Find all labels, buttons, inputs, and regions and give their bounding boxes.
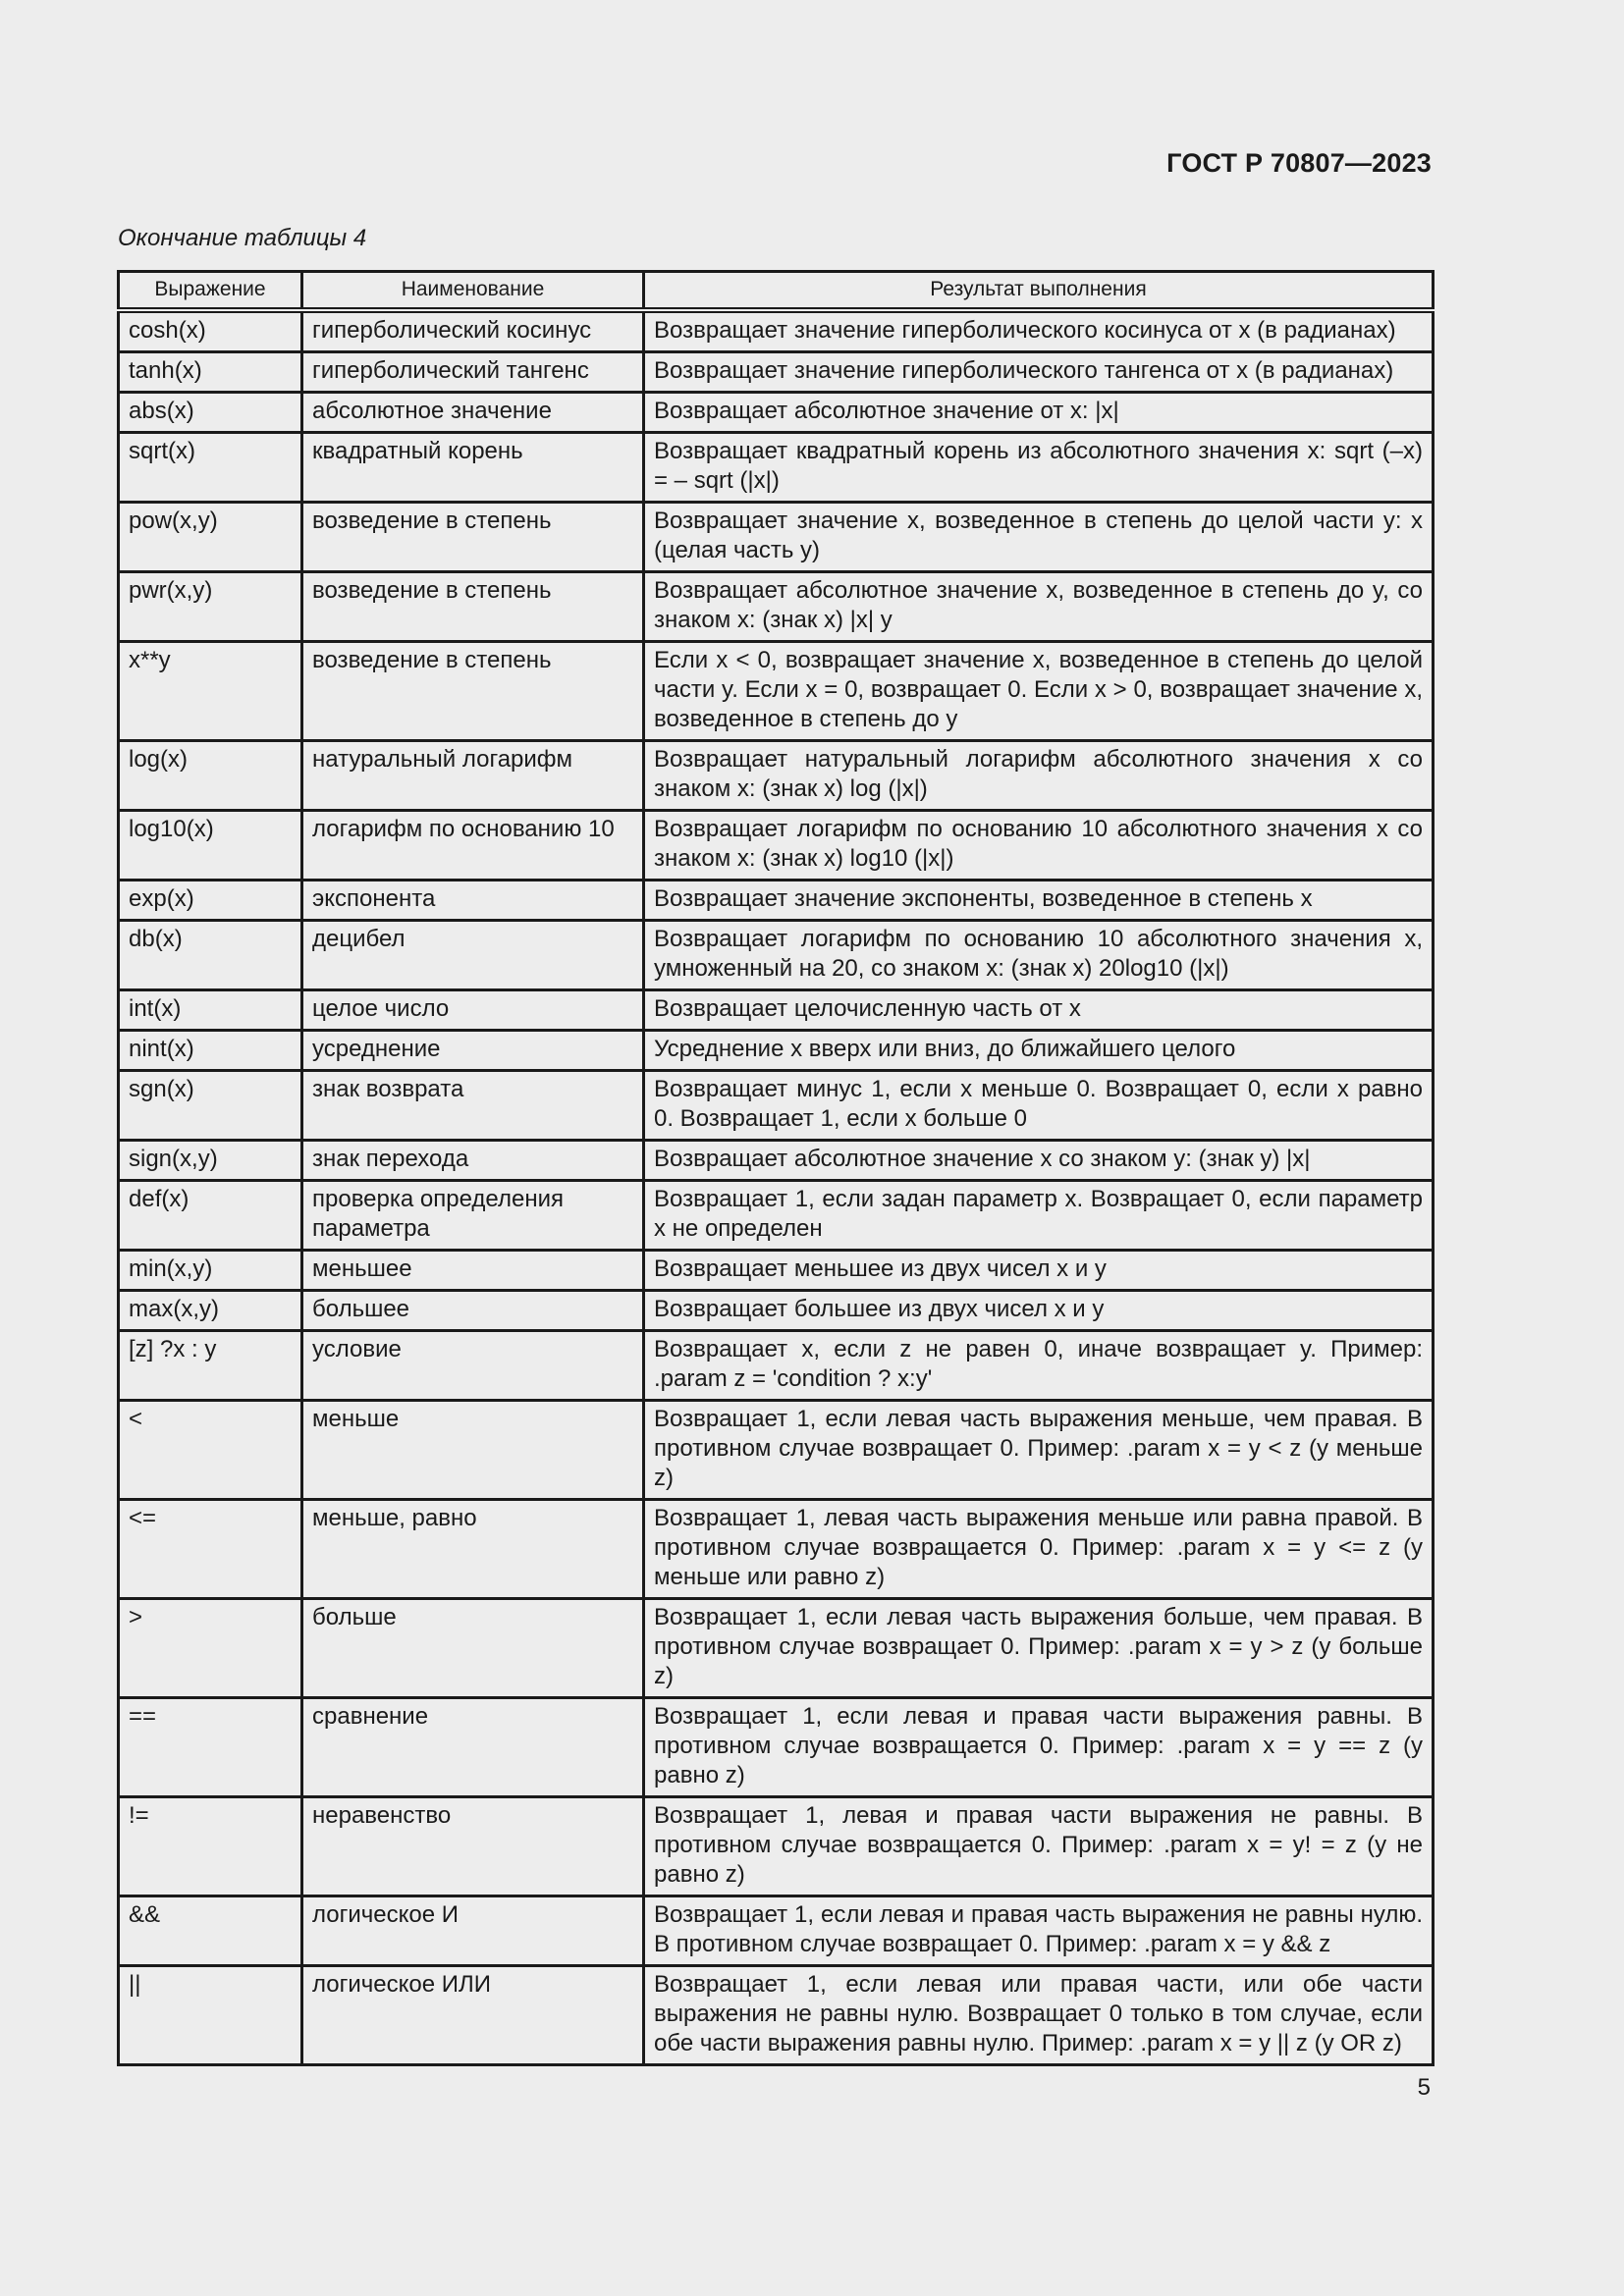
cell-name: гиперболический косинус — [302, 310, 644, 352]
cell-name: квадратный корень — [302, 433, 644, 503]
table-caption: Окончание таблицы 4 — [118, 225, 367, 251]
cell-expression: abs(x) — [119, 393, 302, 433]
cell-name: децибел — [302, 921, 644, 990]
cell-expression: tanh(x) — [119, 352, 302, 393]
table-header-row — [119, 272, 1434, 311]
cell-expression: sign(x,y) — [119, 1141, 302, 1181]
cell-result: Усреднение x вверх или вниз, до ближайшего целого — [644, 1031, 1434, 1071]
cell-expression: != — [119, 1797, 302, 1896]
cell-expression: && — [119, 1896, 302, 1966]
table-row — [119, 1797, 1434, 1896]
column-header-result: Результат выполнения — [644, 272, 1434, 311]
cell-result: Возвращает значение гиперболического косинуса от x (в радианах) — [644, 310, 1434, 352]
cell-result: Возвращает натуральный логарифм абсолютного значения x со знаком x: (знак x) log (|x|) — [644, 741, 1434, 811]
cell-result: Возвращает 1, если левая или правая части, или обе части выражения не равны нулю. Возвращает 0 только в том случае, если обе части выражения равны нулю. Пример: .param x = y || z (y OR z) — [644, 1966, 1434, 2065]
cell-name: возведение в степень — [302, 503, 644, 572]
table-row — [119, 1141, 1434, 1181]
cell-result: Возвращает логарифм по основанию 10 абсолютного значения x, умноженный на 20, со знаком x: (знак x) 20log10 (|x|) — [644, 921, 1434, 990]
cell-expression: db(x) — [119, 921, 302, 990]
cell-result: Возвращает 1, если задан параметр x. Возвращает 0, если параметр x не определен — [644, 1181, 1434, 1251]
table-row — [119, 811, 1434, 881]
cell-expression: int(x) — [119, 990, 302, 1031]
cell-result: Возвращает большее из двух чисел x и y — [644, 1291, 1434, 1331]
cell-expression: [z] ?x : y — [119, 1331, 302, 1401]
table-row — [119, 352, 1434, 393]
cell-result: Возвращает абсолютное значение от x: |x| — [644, 393, 1434, 433]
cell-name: целое число — [302, 990, 644, 1031]
table-row — [119, 990, 1434, 1031]
cell-expression: log10(x) — [119, 811, 302, 881]
cell-result: Возвращает логарифм по основанию 10 абсолютного значения x со знаком x: (знак x) log10 (|x|) — [644, 811, 1434, 881]
cell-expression: def(x) — [119, 1181, 302, 1251]
table-row — [119, 1896, 1434, 1966]
cell-expression: < — [119, 1401, 302, 1500]
table-row — [119, 1401, 1434, 1500]
table-row — [119, 1251, 1434, 1291]
cell-expression: == — [119, 1698, 302, 1797]
table-row — [119, 741, 1434, 811]
cell-result: Возвращает меньшее из двух чисел x и y — [644, 1251, 1434, 1291]
cell-name: больше — [302, 1599, 644, 1698]
cell-expression: log(x) — [119, 741, 302, 811]
table-row — [119, 881, 1434, 921]
functions-table — [117, 270, 1435, 2066]
cell-name: знак перехода — [302, 1141, 644, 1181]
cell-name: абсолютное значение — [302, 393, 644, 433]
cell-expression: <= — [119, 1500, 302, 1599]
table-row — [119, 503, 1434, 572]
table-row — [119, 433, 1434, 503]
table-row — [119, 1500, 1434, 1599]
cell-name: гиперболический тангенс — [302, 352, 644, 393]
cell-result: Возвращает значение гиперболического тангенса от x (в радианах) — [644, 352, 1434, 393]
cell-name: условие — [302, 1331, 644, 1401]
cell-name: меньшее — [302, 1251, 644, 1291]
cell-expression: sqrt(x) — [119, 433, 302, 503]
cell-name: знак возврата — [302, 1071, 644, 1141]
document-number: ГОСТ Р 70807—2023 — [1166, 148, 1432, 178]
cell-result: Возвращает 1, если левая часть выражения меньше, чем правая. В противном случае возвращает 0. Пример: .param x = y < z (y меньше z) — [644, 1401, 1434, 1500]
cell-result: Возвращает абсолютное значение x со знаком y: (знак y) |x| — [644, 1141, 1434, 1181]
cell-name: логическое ИЛИ — [302, 1966, 644, 2065]
cell-result: Возвращает 1, если левая и правая части выражения равны. В противном случае возвращается 0. Пример: .param x = y == z (y равно z) — [644, 1698, 1434, 1797]
table-row — [119, 642, 1434, 741]
cell-name: натуральный логарифм — [302, 741, 644, 811]
cell-name: неравенство — [302, 1797, 644, 1896]
column-header-name: Наименование — [302, 272, 644, 311]
cell-name: логическое И — [302, 1896, 644, 1966]
cell-expression: > — [119, 1599, 302, 1698]
page-number: 5 — [1417, 2074, 1431, 2101]
cell-result: Возвращает 1, если левая часть выражения больше, чем правая. В противном случае возвращает 0. Пример: .param x = y > z (y больше z) — [644, 1599, 1434, 1698]
cell-expression: || — [119, 1966, 302, 2065]
table-row — [119, 921, 1434, 990]
cell-name: меньше — [302, 1401, 644, 1500]
cell-expression: max(x,y) — [119, 1291, 302, 1331]
cell-name: возведение в степень — [302, 572, 644, 642]
cell-name: усреднение — [302, 1031, 644, 1071]
cell-expression: cosh(x) — [119, 310, 302, 352]
table-row — [119, 1331, 1434, 1401]
cell-result: Возвращает абсолютное значение x, возведенное в степень до y, со знаком x: (знак x) |x| y — [644, 572, 1434, 642]
cell-expression: pwr(x,y) — [119, 572, 302, 642]
cell-name: большее — [302, 1291, 644, 1331]
cell-expression: pow(x,y) — [119, 503, 302, 572]
table-row — [119, 1966, 1434, 2065]
cell-result: Если x < 0, возвращает значение x, возведенное в степень до целой части y. Если x = 0, возвращает 0. Если x > 0, возвращает значение x, возведенное в степень до y — [644, 642, 1434, 741]
table-row — [119, 393, 1434, 433]
cell-result: Возвращает 1, если левая и правая часть выражения не равны нулю. В противном случае возвращает 0. Пример: .param x = y && z — [644, 1896, 1434, 1966]
cell-expression: x**y — [119, 642, 302, 741]
table-row — [119, 1071, 1434, 1141]
table-row — [119, 1698, 1434, 1797]
cell-name: меньше, равно — [302, 1500, 644, 1599]
cell-result: Возвращает целочисленную часть от x — [644, 990, 1434, 1031]
cell-name: проверка определения параметра — [302, 1181, 644, 1251]
cell-result: Возвращает 1, левая и правая части выражения не равны. В противном случае возвращается 0. Пример: .param x = y! = z (y не равно z) — [644, 1797, 1434, 1896]
cell-name: экспонента — [302, 881, 644, 921]
cell-result: Возвращает квадратный корень из абсолютного значения x: sqrt (–x) = – sqrt (|x|) — [644, 433, 1434, 503]
cell-expression: exp(x) — [119, 881, 302, 921]
cell-name: возведение в степень — [302, 642, 644, 741]
table-row — [119, 1599, 1434, 1698]
cell-result: Возвращает значение x, возведенное в степень до целой части y: x (целая часть y) — [644, 503, 1434, 572]
cell-result: Возвращает x, если z не равен 0, иначе возвращает y. Пример: .param z = 'condition ? x:y' — [644, 1331, 1434, 1401]
table-body — [119, 310, 1434, 2065]
table-row — [119, 1181, 1434, 1251]
cell-result: Возвращает значение экспоненты, возведенное в степень x — [644, 881, 1434, 921]
cell-result: Возвращает минус 1, если x меньше 0. Возвращает 0, если x равно 0. Возвращает 1, если x больше 0 — [644, 1071, 1434, 1141]
table-row — [119, 572, 1434, 642]
cell-expression: nint(x) — [119, 1031, 302, 1071]
table-row — [119, 1031, 1434, 1071]
cell-name: сравнение — [302, 1698, 644, 1797]
cell-result: Возвращает 1, левая часть выражения меньше или равна правой. В противном случае возвращается 0. Пример: .param x = y <= z (y меньше или равно z) — [644, 1500, 1434, 1599]
cell-expression: sgn(x) — [119, 1071, 302, 1141]
cell-name: логарифм по основанию 10 — [302, 811, 644, 881]
cell-expression: min(x,y) — [119, 1251, 302, 1291]
table-row — [119, 1291, 1434, 1331]
column-header-expression: Выражение — [119, 272, 302, 311]
table-row — [119, 310, 1434, 352]
